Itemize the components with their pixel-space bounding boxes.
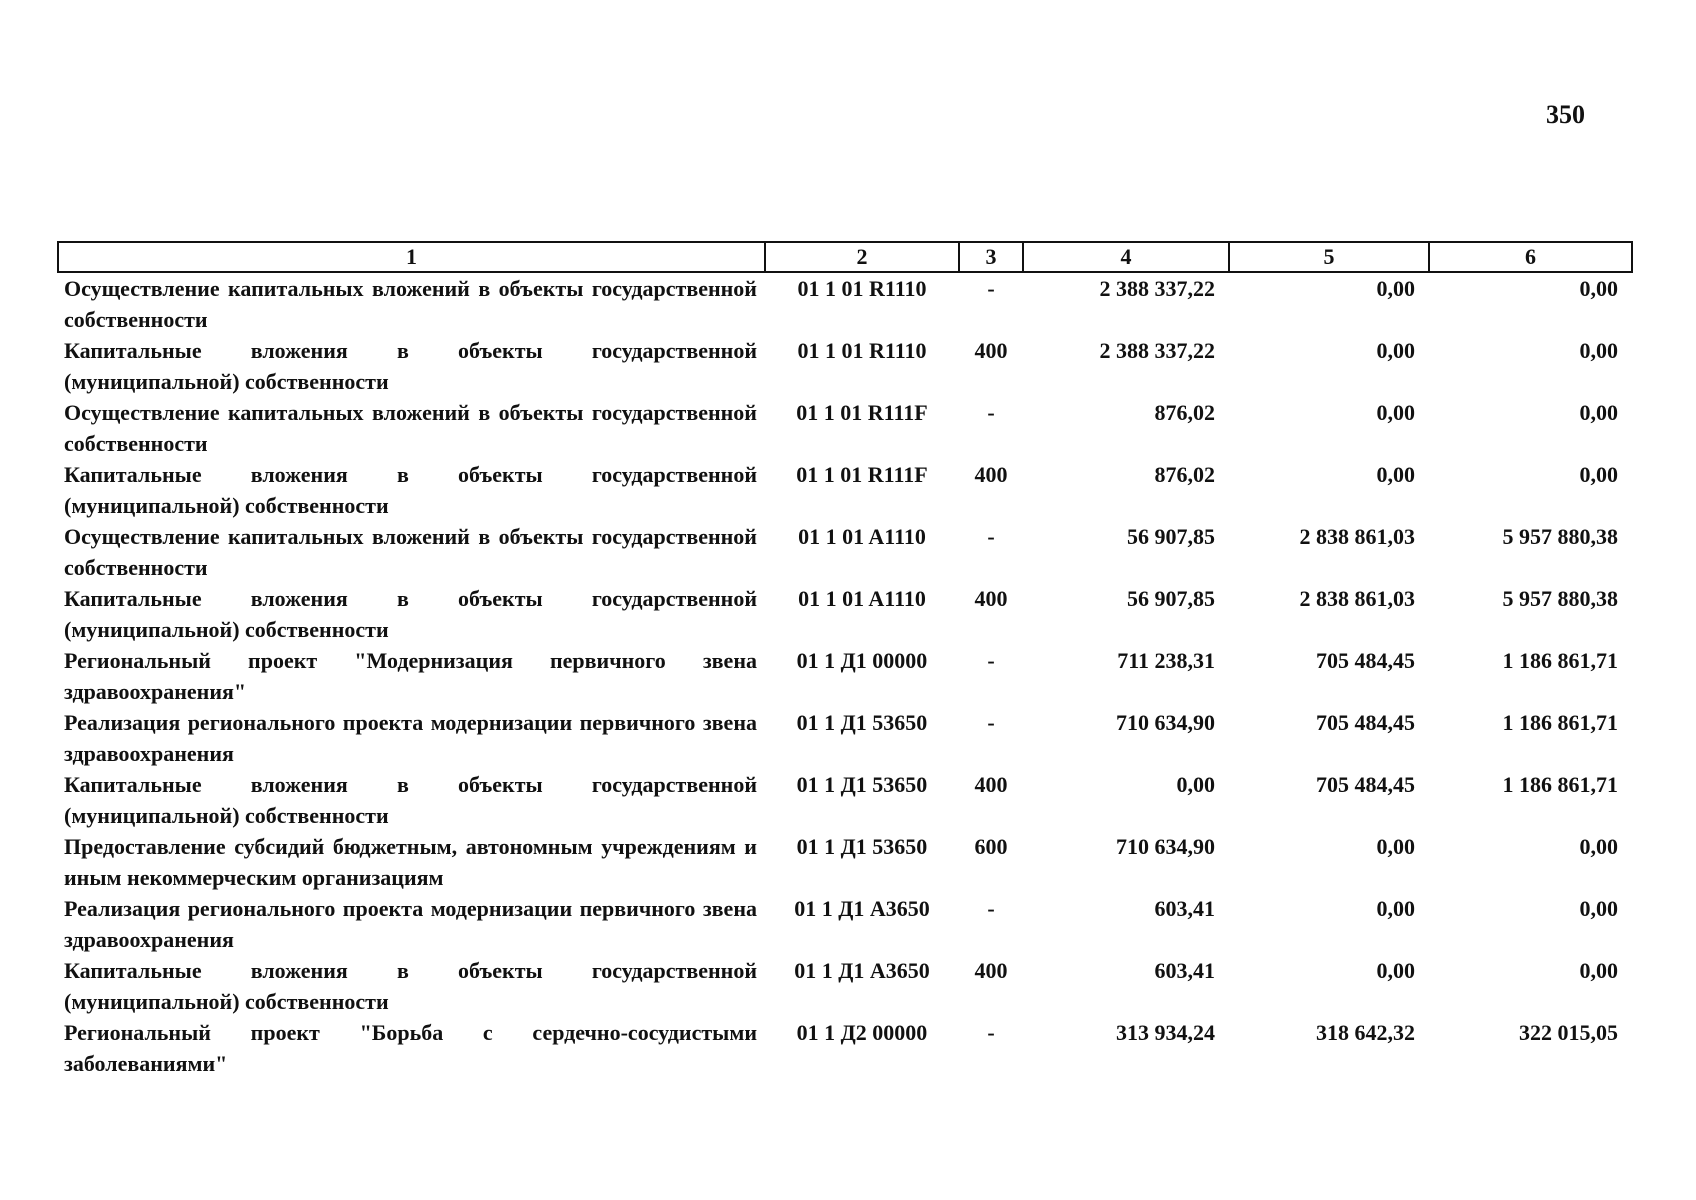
header-col-1: 1 [58,242,765,272]
row-value-col-4: 313 934,24 [1116,1020,1215,1045]
row-name: Реализация регионального проекта модернизации первичного звена здравоохранения [64,710,757,766]
row-expense-type: 400 [974,958,1008,983]
row-value-col-6: 1 186 861,71 [1502,710,1618,735]
row-value-col-6: 0,00 [1579,462,1618,487]
table-row [58,831,1632,893]
row-value-col-4: 711 238,31 [1117,648,1215,673]
row-expense-type: - [987,1020,995,1045]
row-name: Капитальные вложения в объекты государственной (муниципальной) собственности [64,338,757,394]
row-expense-type: 400 [974,586,1008,611]
row-value-col-4: 56 907,85 [1127,586,1215,611]
table-row [58,1017,1632,1079]
page-number: 350 [1546,100,1585,129]
budget-table [57,241,1633,1079]
row-value-col-4: 603,41 [1154,896,1215,921]
row-name: Реализация регионального проекта модернизации первичного звена здравоохранения [64,896,757,952]
row-value-col-6: 0,00 [1579,400,1618,425]
row-value-col-4: 2 388 337,22 [1099,338,1215,363]
row-expense-type: - [987,400,995,425]
row-value-col-6: 5 957 880,38 [1502,586,1618,611]
row-value-col-5: 705 484,45 [1316,648,1415,673]
row-code: 01 1 01 A1110 [798,586,926,611]
row-value-col-5: 705 484,45 [1316,710,1415,735]
row-code: 01 1 01 R111F [796,462,928,487]
table-row [58,583,1632,645]
header-row [58,242,1632,272]
row-value-col-6: 5 957 880,38 [1502,524,1618,549]
row-value-col-4: 0,00 [1176,772,1215,797]
table-row [58,893,1632,955]
row-value-col-5: 318 642,32 [1316,1020,1415,1045]
row-name: Осуществление капитальных вложений в объекты государственной собственности [64,400,757,456]
row-name: Осуществление капитальных вложений в объекты государственной собственности [64,524,757,580]
row-code: 01 1 Д1 00000 [796,648,928,673]
row-value-col-6: 0,00 [1579,834,1618,859]
row-name: Предоставление субсидий бюджетным, автономным учреждениям и иным некоммерческим организациям [64,834,757,890]
row-expense-type: - [987,524,995,549]
row-value-col-4: 710 634,90 [1116,710,1215,735]
row-value-col-6: 1 186 861,71 [1502,772,1618,797]
table-row [58,521,1632,583]
table-row [58,272,1632,335]
row-code: 01 1 01 R1110 [797,338,927,363]
table-row [58,707,1632,769]
row-name: Капитальные вложения в объекты государственной (муниципальной) собственности [64,586,757,642]
row-expense-type: - [987,710,995,735]
row-code: 01 1 01 R1110 [797,276,927,301]
row-value-col-5: 0,00 [1376,276,1415,301]
row-value-col-6: 0,00 [1579,896,1618,921]
row-value-col-5: 0,00 [1376,338,1415,363]
row-code: 01 1 Д1 53650 [796,834,928,859]
header-col-5: 5 [1229,242,1429,272]
row-value-col-4: 2 388 337,22 [1099,276,1215,301]
row-name: Региональный проект "Борьба с сердечно-сосудистыми заболеваниями" [64,1020,757,1076]
row-code: 01 1 Д1 A3650 [794,958,930,983]
table-header [58,242,1632,272]
row-value-col-6: 0,00 [1579,958,1618,983]
row-expense-type: - [987,896,995,921]
row-value-col-4: 876,02 [1154,400,1215,425]
row-code: 01 1 Д1 53650 [796,710,928,735]
row-code: 01 1 01 R111F [796,400,928,425]
row-value-col-5: 0,00 [1376,400,1415,425]
row-code: 01 1 01 A1110 [798,524,926,549]
header-col-4: 4 [1023,242,1229,272]
row-name: Капитальные вложения в объекты государственной (муниципальной) собственности [64,772,757,828]
table-row [58,335,1632,397]
row-value-col-5: 0,00 [1376,896,1415,921]
table-row [58,459,1632,521]
header-col-3: 3 [959,242,1023,272]
row-value-col-5: 705 484,45 [1316,772,1415,797]
row-value-col-4: 876,02 [1154,462,1215,487]
row-expense-type: 400 [974,462,1008,487]
row-code: 01 1 Д1 53650 [796,772,928,797]
row-value-col-5: 0,00 [1376,462,1415,487]
table-body [58,272,1632,1079]
row-value-col-5: 0,00 [1376,834,1415,859]
row-value-col-6: 1 186 861,71 [1502,648,1618,673]
row-name: Капитальные вложения в объекты государственной (муниципальной) собственности [64,462,757,518]
table-row [58,397,1632,459]
row-name: Осуществление капитальных вложений в объекты государственной собственности [64,276,757,332]
row-expense-type: 400 [974,772,1008,797]
row-value-col-5: 2 838 861,03 [1299,586,1415,611]
row-code: 01 1 Д2 00000 [796,1020,928,1045]
header-col-2: 2 [765,242,959,272]
row-expense-type: - [987,648,995,673]
row-value-col-6: 322 015,05 [1519,1020,1618,1045]
row-value-col-4: 56 907,85 [1127,524,1215,549]
table-row [58,955,1632,1017]
row-expense-type: - [987,276,995,301]
row-value-col-5: 2 838 861,03 [1299,524,1415,549]
table-row [58,645,1632,707]
row-value-col-4: 603,41 [1154,958,1215,983]
row-value-col-5: 0,00 [1376,958,1415,983]
row-value-col-6: 0,00 [1579,276,1618,301]
row-expense-type: 400 [974,338,1008,363]
row-value-col-6: 0,00 [1579,338,1618,363]
table-row [58,769,1632,831]
row-code: 01 1 Д1 A3650 [794,896,930,921]
header-col-6: 6 [1429,242,1632,272]
row-expense-type: 600 [974,834,1008,859]
row-value-col-4: 710 634,90 [1116,834,1215,859]
row-name: Региональный проект "Модернизация первичного звена здравоохранения" [64,648,757,704]
row-name: Капитальные вложения в объекты государственной (муниципальной) собственности [64,958,757,1014]
